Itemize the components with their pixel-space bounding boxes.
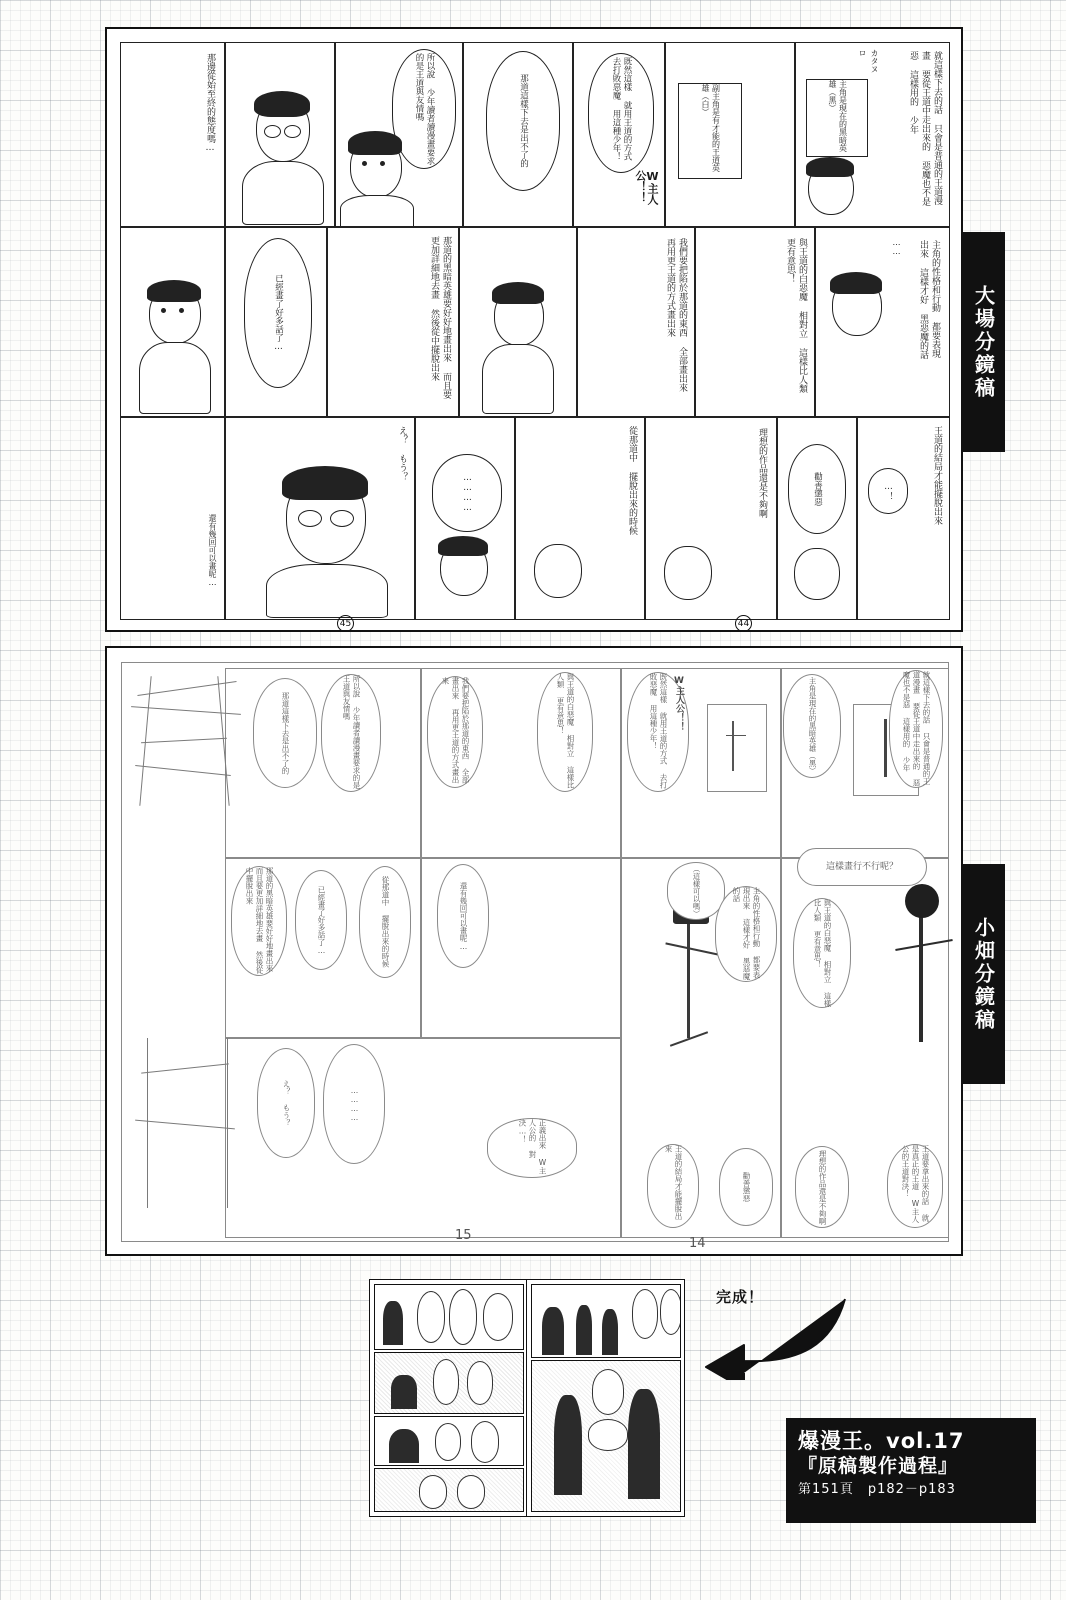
caption-box [786, 1418, 1036, 1523]
memo-note [806, 79, 868, 157]
bubble-text: 已經畫了好多話了… [273, 274, 284, 352]
glasses-icon [264, 125, 281, 138]
speech-bubble [868, 468, 908, 514]
panel-text: 我們要把陷於那道的東西 全部畫出來 再用更王道的方式畫出來 [665, 238, 687, 402]
panel-cell [645, 417, 777, 620]
character-head [794, 548, 840, 600]
label-ooba-storyboard: 大場分鏡稿 [963, 232, 1005, 452]
rough-bubble [253, 678, 317, 788]
panel-text: …… [892, 238, 901, 256]
panel-text: 主角的性格和行動 都要表現出來 這樣才好 黑惡魔的話 [918, 240, 940, 359]
eye-icon [380, 161, 385, 166]
bubble-text: ………… [350, 1086, 359, 1122]
panel-cell [225, 42, 335, 227]
caption-subtitle: 『原稿製作過程』 [798, 1455, 959, 1477]
panel-text: 那道的黑暗英雄要好好地畫出來 而且要更加詳細地去畫 然後從中擺脫出來 [429, 236, 451, 399]
bubble-text: 從那道中 擺脫出來的時候 [381, 876, 390, 968]
panel-cell [225, 417, 415, 620]
comic-panel [374, 1416, 524, 1466]
comic-panel [531, 1360, 681, 1512]
glasses-icon [298, 510, 322, 527]
page-number: 15 [455, 1228, 472, 1243]
panel-cell [459, 227, 577, 417]
label-obata-storyboard: 小畑分鏡稿 [963, 864, 1005, 1084]
panel-cell [463, 42, 573, 227]
bubble-text: 勸善懲惡 [742, 1172, 751, 1202]
bubble-text: 所以說 少年讀者讀漫畫要求的是王道與友情嗎 [414, 53, 435, 165]
bubble-text: 與王道的白惡魔 相對立 這樣比人類 更有意思！ [813, 899, 832, 1007]
obata-storyboard-block [105, 646, 963, 1256]
bubble-text: 正義出來 W主人公的 對決…！ [518, 1119, 547, 1175]
panel-text: 就這樣下去的話 只會是普通的王道漫畫 要從王道中走出來的 惡魔也不是惡 這樣用的 少年 [908, 51, 942, 206]
caption-title: 爆漫王。vol.17 [798, 1429, 965, 1453]
character-hair [147, 280, 201, 302]
panel-text: え？ もう？ [397, 426, 407, 481]
bubble-text: え？ もう？ [282, 1079, 291, 1127]
bubble-text: 既然這樣 就用王道的方式 去打敗惡魔 用這種少年！ [649, 673, 668, 789]
character-hair [282, 466, 368, 500]
bubble-text: 那道的黑暗英雄要好好地畫出來 而且要更加詳細地去畫 然後從中擺脫出來 [245, 867, 274, 981]
speech-bubble [432, 454, 502, 532]
speech-bubble [588, 53, 654, 173]
rough-bubble [427, 676, 483, 788]
panel-cell [665, 42, 795, 227]
glasses-icon [330, 510, 354, 527]
rough-bubble [667, 862, 725, 920]
bubble-text: 那道這樣下去是出不了的 [281, 691, 290, 775]
panel-cell [695, 227, 815, 417]
rough-bubble [793, 898, 851, 1008]
bubble-text: 那道這樣下去是出不了的 [518, 74, 529, 168]
speech-bubble [486, 51, 560, 191]
bubble-text: 這樣畫行不行呢？ [825, 862, 898, 872]
bubble-text: ………… [462, 473, 473, 513]
panel-cell [225, 668, 421, 858]
note-text: 主角是現在的黑暗英雄（黑） [828, 80, 848, 152]
panel-text: 與王道的白惡魔 相對立 這樣比人類 更有意思！ [785, 238, 807, 403]
rough-bubble [797, 848, 927, 886]
character-body [139, 342, 211, 414]
page-number: 45 [337, 615, 354, 632]
panel-cell [415, 417, 515, 620]
rough-bubble [231, 866, 287, 981]
page-number: 14 [689, 1236, 706, 1251]
panel-cell [515, 417, 645, 620]
rough-bubble [887, 1144, 943, 1228]
rough-text: W主人公！！ [674, 676, 684, 731]
panel-cell [120, 42, 225, 227]
rough-bubble [795, 1146, 849, 1228]
rough-bubble [437, 864, 489, 968]
bubble-text: 已經畫了好多話了… [317, 885, 326, 955]
panel-cell [225, 227, 327, 417]
panel-text: 還有幾回可以畫呢… [208, 514, 217, 587]
character-hair [830, 272, 882, 294]
eye-icon [179, 308, 184, 313]
finished-label: 完成！ [716, 1288, 765, 1306]
panel-cell [573, 42, 665, 227]
character-sketch [127, 670, 247, 820]
panel-text: 那邊從始至終的態度嗎… [205, 53, 215, 153]
bubble-text: 勸善懲惡 [812, 472, 823, 506]
character-sketch [127, 1028, 247, 1228]
rough-bubble [719, 1148, 773, 1226]
rough-bubble [783, 674, 841, 778]
eye-icon [362, 161, 367, 166]
inset-panel [707, 704, 767, 792]
page-number: 44 [735, 615, 752, 632]
memo-note [678, 83, 742, 179]
sound-effect: カタヌロ [858, 49, 879, 73]
character-head [664, 546, 712, 600]
bubble-text: 主角是現在的黑暗英雄（黑） [808, 677, 817, 775]
bubble-text: 主角的性格和行動 都要表現出來 這樣才好 黑惡魔的話 [732, 887, 761, 980]
character-hair [438, 536, 488, 556]
rough-bubble [715, 886, 777, 982]
panel-text: 王道的結局才能擺脫出來 [932, 426, 942, 525]
bubble-text: （這樣可以嗎） [692, 864, 701, 918]
bubble-text: 我們要把陷於那道的東西 全部畫出來 再用更王道的方式畫出來 [441, 677, 470, 784]
speech-bubble [244, 238, 312, 388]
bubble-text: 理想的作品還是不夠啊 [818, 1149, 827, 1225]
finished-left-page [370, 1280, 527, 1516]
rough-bubble [323, 1044, 385, 1164]
panel-cell [777, 417, 857, 620]
glasses-icon [284, 125, 301, 138]
rough-bubble [295, 870, 347, 970]
rough-bubble [321, 674, 381, 792]
bubble-text: 所以說 少年讀者讀漫畫要求的是王道與友情嗎 [342, 675, 361, 789]
eye-icon [161, 308, 166, 313]
bubble-text: 王道的結局才能擺脫出來 [664, 1145, 683, 1220]
panel-cell [577, 227, 695, 417]
panel-cell [327, 227, 459, 417]
rough-bubble [257, 1048, 315, 1158]
panel-text: 從那道中 擺脫出來的時候 [627, 426, 637, 535]
comic-panel [374, 1284, 524, 1350]
panel-text: 理想的作品還是不夠啊 [757, 428, 767, 518]
character-hair [806, 157, 854, 177]
speech-bubble [788, 444, 846, 534]
bubble-text: 就這樣下去的話 只會是普通的王道漫畫 要從王道中走出來的 惡魔也不是惡 這樣用的 少年 [902, 671, 931, 787]
panel-cell [120, 417, 225, 620]
panel-cell [815, 227, 950, 417]
rough-bubble [647, 1144, 699, 1228]
character-body [242, 161, 324, 225]
bubble-text: 既然這樣 就用王道的方式 去打敗惡魔 用這種少年！ [611, 57, 632, 171]
note-text: 副主角是有才能的王道英雄（白） [701, 84, 721, 172]
character-hair [492, 282, 544, 304]
bubble-text: 與王道的白惡魔 相對立 這樣比人類 更有意思！ [556, 673, 575, 789]
character-hair [348, 131, 402, 155]
finished-right-page [527, 1280, 684, 1516]
rough-bubble [359, 866, 411, 978]
panel-cell [335, 42, 463, 227]
panel-cell [857, 417, 950, 620]
rough-bubble [487, 1118, 577, 1178]
rough-bubble [889, 670, 943, 788]
comic-panel [374, 1468, 524, 1512]
caption-page-info: 第151頁 p182－p183 [798, 1482, 956, 1497]
character-body [482, 344, 554, 414]
ooba-storyboard-block [105, 27, 963, 632]
comic-panel [374, 1352, 524, 1414]
character-hair [254, 91, 310, 117]
bubble-text: …！ [883, 481, 894, 501]
panel-text: W主人公！！ [634, 170, 659, 205]
bubble-text: 王道要拿出來的話 就是真正的王道 W主人公的王道對決！ [901, 1145, 930, 1223]
panel-cell [795, 42, 950, 227]
finished-page-thumbnail [369, 1279, 685, 1517]
character-head [534, 544, 582, 598]
comic-panel [531, 1284, 681, 1358]
character-body [340, 195, 414, 227]
panel-cell [120, 227, 225, 417]
bubble-text: 還有幾回可以畫呢… [459, 881, 468, 951]
rough-bubble [537, 672, 593, 792]
character-body [266, 564, 388, 618]
character-sketch [875, 878, 975, 1078]
